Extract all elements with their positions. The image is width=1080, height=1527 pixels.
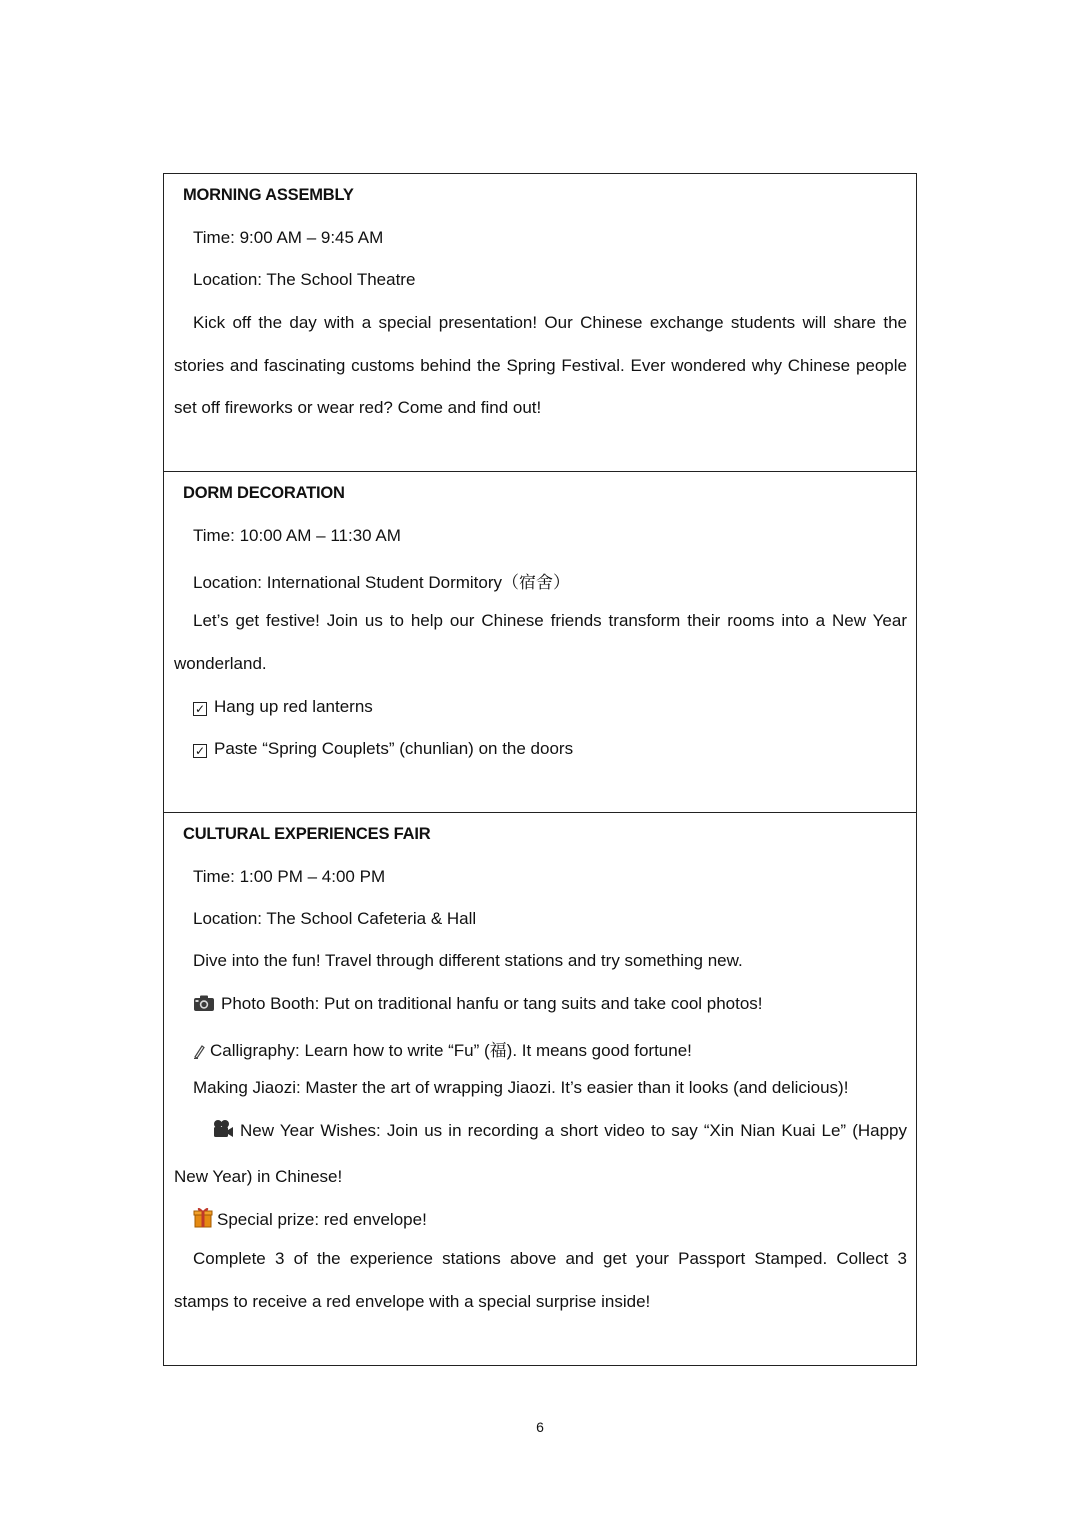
morning-assembly-section [164, 174, 916, 472]
event-description: Let’s get festive! Join us to help our Chinese friends transform their rooms into a New Year wonderland. [174, 611, 907, 673]
page-number: 6 [536, 1419, 544, 1435]
event-time: Time: 9:00 AM – 9:45 AM [193, 228, 384, 247]
event-intro: Dive into the fun! Travel through different stations and try something new. [193, 951, 743, 970]
checklist-item: ✓ Paste “Spring Couplets” (chunlian) on the doors [194, 739, 574, 758]
event-location: Location: The School Cafeteria & Hall [193, 909, 477, 928]
prize-description: Complete 3 of the experience stations above and get your Passport Stamped. Collect 3 stamps to receive a red envelope with a special surprise inside! [174, 1249, 907, 1311]
station-new-year-wishes: New Year Wishes: Join us in recording a short video to say “Xin Nian Kuai Le” (Happy New Year) in Chinese! [174, 1110, 907, 1198]
event-time: Time: 1:00 PM – 4:00 PM [193, 867, 386, 886]
event-description: Kick off the day with a special presentation! Our Chinese exchange students will share the stories and fascinating customs behind the Spring Festival. Ever wondered why Chinese people set off fireworks or wear red? Come and find out! [174, 313, 907, 417]
dorm-decoration-section [164, 472, 916, 813]
event-location: Location: The School Theatre [193, 270, 416, 289]
checkbox-icon: ✓ [194, 702, 206, 716]
camera-icon [193, 994, 215, 1017]
section-heading: DORM DECORATION [183, 484, 345, 502]
section-heading: CULTURAL EXPERIENCES FAIR [183, 825, 431, 843]
events-table [163, 173, 917, 1366]
station-jiaozi: Making Jiaozi: Master the art of wrapping Jiaozi. It’s easier than it looks (and delicious)! [193, 1078, 849, 1097]
checklist-item: ✓ Hang up red lanterns [194, 697, 373, 716]
writing-hand-icon [193, 1043, 207, 1064]
event-location: Location: International Student Dormitory（宿舍） [193, 573, 571, 592]
special-prize: Special prize: red envelope! [193, 1206, 427, 1233]
video-camera-icon [193, 1113, 234, 1156]
checkbox-icon: ✓ [194, 744, 206, 758]
cultural-fair-section [164, 813, 916, 1365]
section-heading: MORNING ASSEMBLY [183, 186, 354, 204]
gift-icon [193, 1206, 213, 1233]
station-calligraphy: Calligraphy: Learn how to write “Fu” (福). It means good fortune! [193, 1036, 692, 1064]
event-time: Time: 10:00 AM – 11:30 AM [193, 526, 401, 545]
station-photo-booth: Photo Booth: Put on traditional hanfu or tang suits and take cool photos! [193, 994, 763, 1017]
